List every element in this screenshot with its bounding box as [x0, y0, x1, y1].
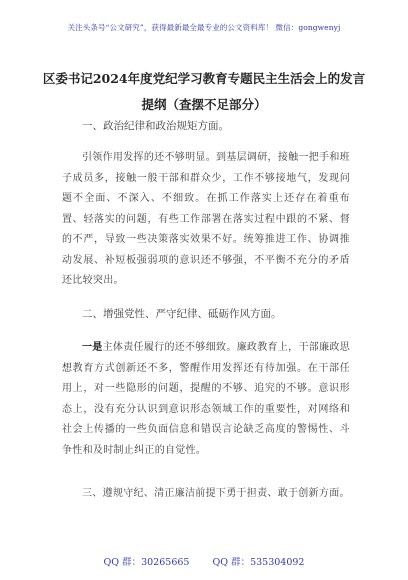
section-2-text: 主体责任履行的还不够细致。廉政教育上，干部廉政思想教育方式创新还不多，警醒作用发挥还有待加强。在干部任用上，对一些隐形的问题，提醒的不够、追究的不够。意识形态上，没有充分认识到意识形态领域工作的重要性，对网络和社会上传播的一些负面信息和错误言论缺乏高度的警惕性、斗争性和及时制止纠正的自觉性。 — [62, 342, 350, 456]
section-2-paragraph — [62, 338, 350, 461]
section-3-heading: 三、遵规守纪、清正廉洁前提下勇于担责、敢于创新方面。 — [82, 488, 350, 499]
title-line-2: 提纲（查摆不足部分） — [141, 97, 267, 112]
document-title — [40, 66, 368, 118]
section-1-heading: 一、政治纪律和政治规矩方面。 — [82, 120, 229, 132]
section-2-heading: 二、增强党性、严守纪律、砥砺作风方面。 — [82, 308, 282, 320]
section-2-lead: 一是 — [82, 342, 103, 353]
title-line-1: 区委书记2024年度党纪学习教育专题民主生活会上的发言 — [42, 71, 366, 86]
footer-qq-group-2: QQ 群：535304092 — [212, 557, 305, 568]
footer-qq-group-1: QQ 群：30265665 — [103, 557, 190, 568]
header-note: 关注头条号“公文研究”，获得最新最全最专业的公文资料库！ 微信：gongwenyj — [67, 23, 341, 32]
section-1-paragraph: 引领作用发挥的还不够明显。到基层调研，接触一把手和班子成员多，接触一般干部和群众少，工作不够接地气，发现问题不全面、不深入、不细致。在抓工作落实上还存在着重布置、轻落实的问题，有些工作部署在落实过程中跟的不紧、督的不严，导致一些决策落实效果不好。统筹推进工作、协调推动发展、补短板强弱项的意识还不够强，不平衡不充分的矛盾还比较突出。 — [62, 152, 350, 286]
footer-contacts — [0, 554, 408, 568]
